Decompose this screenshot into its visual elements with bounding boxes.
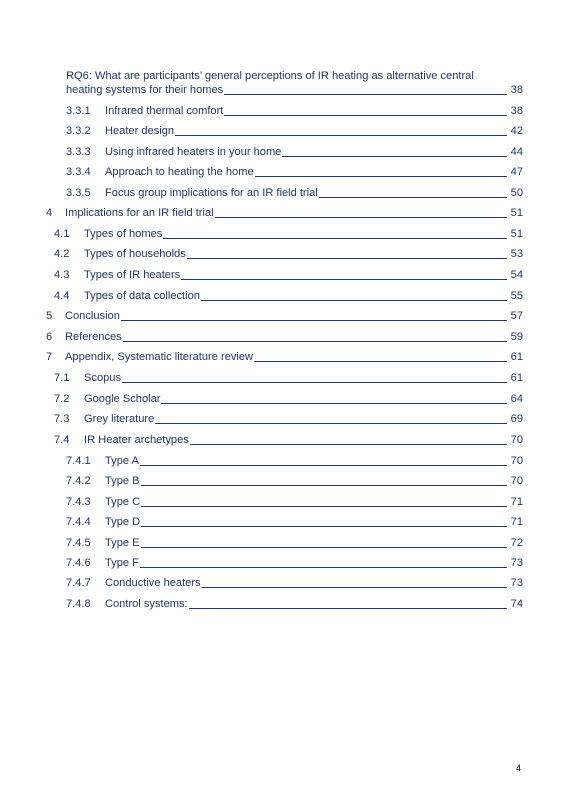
toc-leader-line: [140, 464, 507, 466]
toc-leader-line: [141, 505, 507, 507]
toc-entry-page: 71: [510, 516, 523, 528]
toc-entry-page: 64: [510, 393, 523, 405]
toc-entry[interactable]: [66, 474, 523, 488]
toc-entry-page: 51: [510, 228, 523, 240]
toc-leader-line: [141, 484, 507, 486]
toc-entry-number: 7.2: [54, 393, 70, 405]
toc-entry-title: Heater design: [105, 125, 175, 137]
toc-leader-line: [255, 175, 507, 177]
toc-entry[interactable]: [54, 433, 523, 447]
toc-entry-page: 50: [510, 187, 523, 199]
toc-entry-number: 7: [46, 351, 53, 363]
toc-leader-line: [187, 257, 507, 259]
toc-entry[interactable]: [54, 268, 523, 282]
toc-entry-number: 3.3.2: [66, 125, 91, 137]
toc-entry[interactable]: [66, 536, 523, 550]
toc-entry-page: 38: [510, 105, 523, 117]
toc-entry[interactable]: [66, 576, 523, 590]
toc-entry-page: 61: [510, 351, 523, 363]
toc-entry[interactable]: [54, 247, 523, 261]
toc-entry-page: 70: [510, 434, 523, 446]
toc-leader-line: [224, 93, 506, 95]
toc-entry-number: 3.3.1: [66, 105, 91, 117]
toc-entry-title: Infrared thermal comfort: [105, 105, 224, 117]
toc-entry-title: Types of households: [84, 248, 186, 260]
toc-entry-title: Types of homes: [84, 228, 163, 240]
toc-entry-number: 7.4.2: [66, 475, 91, 487]
toc-entry-number: 4.4: [54, 290, 70, 302]
toc-entry[interactable]: [66, 124, 523, 138]
toc-entry-page: 61: [510, 372, 523, 384]
toc-entry[interactable]: [46, 330, 523, 344]
toc-entry-title: heating systems for their homes: [66, 84, 224, 96]
toc-entry-title: Using infrared heaters in your home: [105, 146, 282, 158]
toc-entry-number: 3.3.4: [66, 166, 91, 178]
toc-entry-page: 72: [510, 537, 523, 549]
toc-entry[interactable]: [66, 104, 523, 118]
toc-entry-page: 44: [510, 146, 523, 158]
toc-entry-title: Approach to heating the home: [105, 166, 254, 178]
toc-entry[interactable]: [66, 186, 523, 200]
toc-entry-title: Type A: [105, 455, 139, 467]
toc-entry-number: 6: [46, 331, 53, 343]
toc-entry-title: IR Heater archetypes: [84, 434, 189, 446]
toc-entry-page: 73: [510, 577, 523, 589]
toc-entry-number: 3.3.5: [66, 187, 91, 199]
toc-entry-number: 7.4.8: [66, 598, 91, 610]
toc-entry-page: 47: [510, 166, 523, 178]
toc-entry-number: 7.4.1: [66, 455, 91, 467]
toc-entry-page: 70: [510, 455, 523, 467]
toc-entry-title: Scopus: [84, 372, 122, 384]
toc-entry-title: Appendix, Systematic literature review: [65, 351, 254, 363]
toc-entry[interactable]: [66, 515, 523, 529]
toc-entry-number: 7.4.5: [66, 537, 91, 549]
toc-entry-number: 7.4.6: [66, 557, 91, 569]
toc-entry-page: 53: [510, 248, 523, 260]
toc-leader-line: [161, 402, 506, 404]
toc-entry-title: Conclusion: [65, 310, 120, 322]
toc-leader-line: [189, 607, 507, 609]
toc-entry-number: 4.3: [54, 269, 70, 281]
toc-entry-number: 7.4.4: [66, 516, 91, 528]
toc-entry-page: 55: [510, 290, 523, 302]
toc-entry-page: 51: [510, 207, 523, 219]
toc-entry-title: References: [65, 331, 122, 343]
toc-entry-page: 74: [510, 598, 523, 610]
toc-entry-title: Type C: [105, 496, 141, 508]
toc-entry-page: 69: [510, 413, 523, 425]
toc-entry[interactable]: [66, 495, 523, 509]
toc-entry-title: Conductive heaters: [105, 577, 201, 589]
toc-entry[interactable]: [54, 227, 523, 241]
toc-leader-line: [319, 196, 507, 198]
toc-entry-page: 42: [510, 125, 523, 137]
toc-entry[interactable]: [46, 350, 523, 364]
toc-entry-page: 38: [510, 84, 523, 96]
toc-entry-page: 71: [510, 496, 523, 508]
toc-leader-line: [141, 546, 507, 548]
page-number: 4: [515, 763, 521, 773]
toc-entry-title: Focus group implications for an IR field trial: [105, 187, 318, 199]
toc-leader-line: [123, 340, 507, 342]
toc-entry-number: 7.1: [54, 372, 70, 384]
toc-entry[interactable]: [66, 165, 523, 179]
toc-entry-title: Google Scholar: [84, 393, 161, 405]
toc-leader-line: [141, 525, 507, 527]
toc-entry-number: 4: [46, 207, 53, 219]
toc-entry[interactable]: [54, 289, 523, 303]
toc-entry-title: Types of data collection: [84, 290, 200, 302]
toc-entry-page: 73: [510, 557, 523, 569]
toc-entry-title: Type D: [105, 516, 141, 528]
toc-entry-number: 7.4: [54, 434, 70, 446]
toc-leader-line: [201, 299, 507, 301]
toc-entry[interactable]: [66, 83, 523, 97]
toc-leader-line: [202, 586, 507, 588]
toc-rq6-heading: RQ6: What are participants’ general perceptions of IR heating as alternative central: [66, 70, 474, 82]
toc-entry-number: 7.4.7: [66, 577, 91, 589]
toc-entry[interactable]: [54, 412, 523, 426]
toc-entry-number: 7.3: [54, 413, 70, 425]
toc-entry-number: 5: [46, 310, 53, 322]
toc-leader-line: [163, 237, 506, 239]
toc-entry-page: 59: [510, 331, 523, 343]
toc-entry[interactable]: [66, 597, 523, 611]
toc-entry-number: 7.4.3: [66, 496, 91, 508]
toc-entry-title: Type E: [105, 537, 140, 549]
toc-leader-line: [215, 216, 507, 218]
toc-entry-page: 54: [510, 269, 523, 281]
toc-entry-title: Control systems:: [105, 598, 188, 610]
toc-entry-page: 57: [510, 310, 523, 322]
toc-leader-line: [121, 319, 507, 321]
toc-leader-line: [140, 566, 507, 568]
toc-leader-line: [254, 360, 507, 362]
toc-entry-title: Type F: [105, 557, 139, 569]
toc-entry[interactable]: [66, 145, 523, 159]
toc-entry[interactable]: [46, 206, 523, 220]
toc-entry-number: 4.1: [54, 228, 70, 240]
toc-leader-line: [282, 155, 506, 157]
toc-entry-title: Type B: [105, 475, 140, 487]
toc-leader-line: [122, 381, 507, 383]
toc-entry-title: Implications for an IR field trial: [65, 207, 214, 219]
toc-entry[interactable]: [66, 454, 523, 468]
toc-entry-number: 3.3.3: [66, 146, 91, 158]
toc-entry[interactable]: [54, 371, 523, 385]
toc-leader-line: [155, 422, 506, 424]
toc-entry[interactable]: [66, 556, 523, 570]
toc-leader-line: [181, 278, 506, 280]
toc-entry-title: Types of IR heaters: [84, 269, 181, 281]
toc-entry-number: 4.2: [54, 248, 70, 260]
toc-entry[interactable]: [54, 392, 523, 406]
toc-leader-line: [224, 114, 506, 116]
toc-entry-title: Grey literature: [84, 413, 155, 425]
toc-entry[interactable]: [46, 309, 523, 323]
toc-leader-line: [175, 134, 507, 136]
toc-entry-page: 70: [510, 475, 523, 487]
toc-leader-line: [190, 443, 507, 445]
